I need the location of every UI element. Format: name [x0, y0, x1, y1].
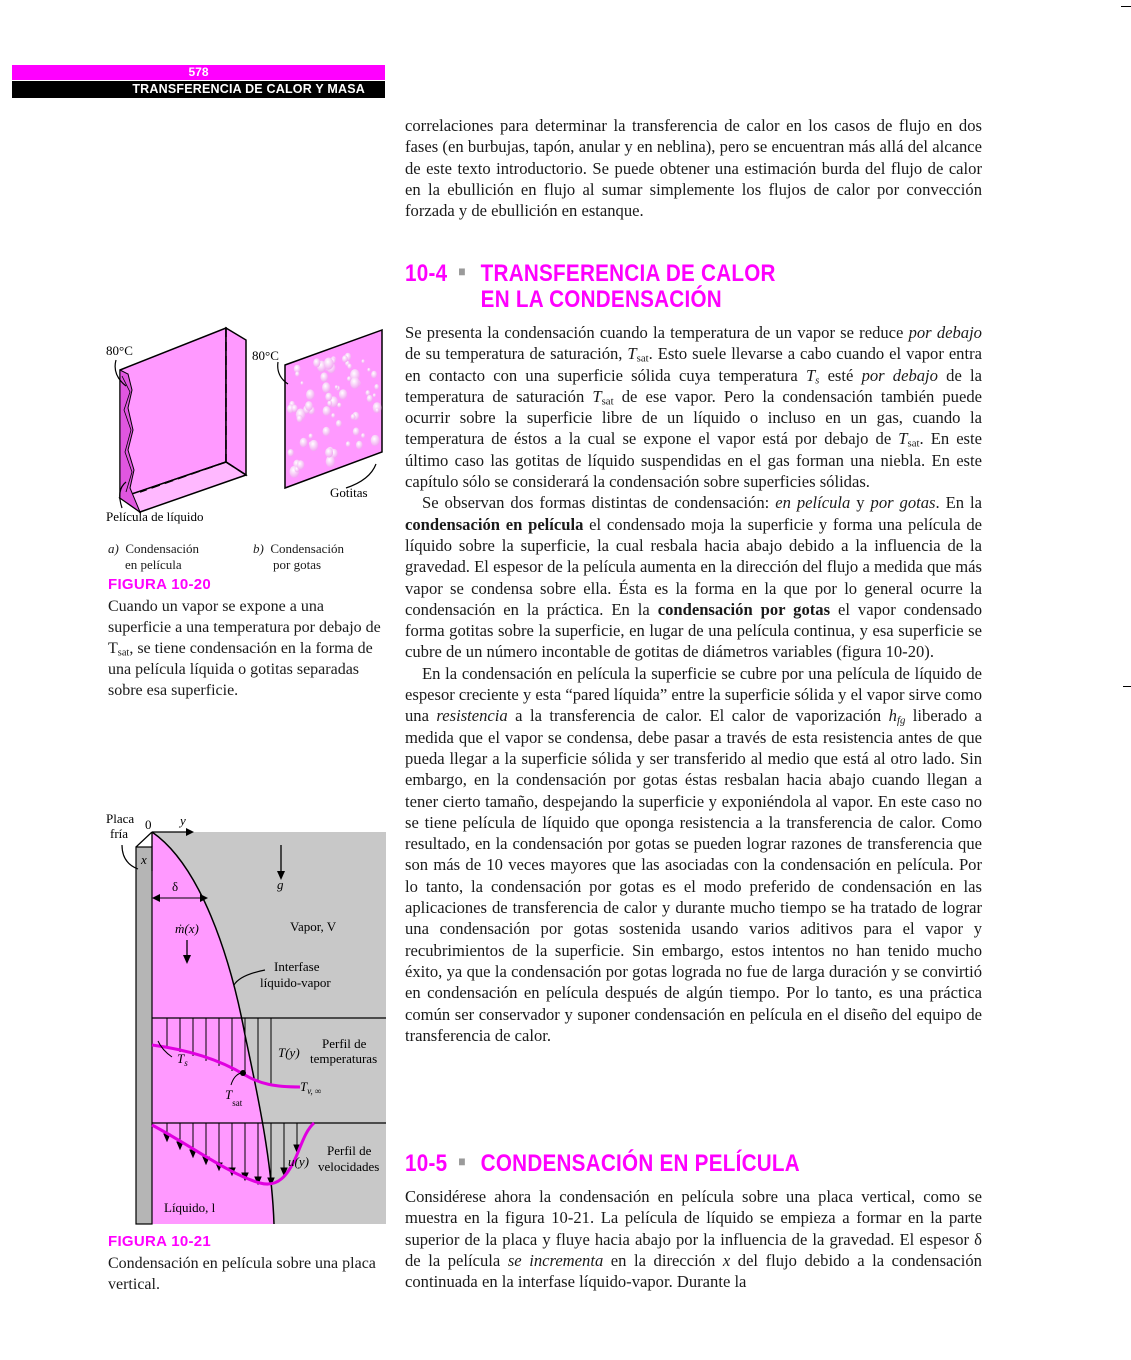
section-title-line1: TRANSFERENCIA DE CALOR [480, 260, 776, 287]
droplet [297, 460, 305, 470]
droplet [322, 382, 330, 393]
droplet [356, 441, 363, 450]
interface-label-line2: líquido-vapor [260, 975, 331, 990]
section-title-line2: EN LA CONDENSACIÓN [480, 286, 722, 313]
temp-profile-label-line2: temperaturas [310, 1051, 378, 1066]
mdot-label: ṁ(x) [175, 921, 199, 936]
running-title: TRANSFERENCIA DE CALOR Y MASA [12, 81, 385, 98]
droplet [301, 381, 304, 385]
vel-profile-label-line2: velocidades [318, 1159, 380, 1174]
section-title: CONDENSACIÓN EN PELÍCULA [480, 1150, 800, 1177]
x-axis-label: x [141, 852, 147, 867]
body-paragraph-1: Se presenta la condensación cuando la temperatura de un vapor se reduce por debajo de su temperatura de saturación, $T_{sat}$. Esto suele llevarse a cabo cuando el vapor entra en contacto con una superficie sólida cuya temperatura $T_s$ esté por debajo de la temperatura de saturación $T_{sat}$ de ese vapor. Pero la condensación también puede ocurrir sobre la superficie libre de un líquido o incluso en un gas, cuando la temperatura de éstos a la cual se expone el vapor está por debajo de $T_{sat}$. En este último caso las gotitas de líquido suspendidas en el gas forman una niebla. En este capítulo sólo se considerará la condensación sobre superficies sólidas. [405, 323, 982, 492]
delta-label: δ [172, 879, 179, 894]
film-condensation-plate [120, 328, 246, 512]
body-paragraph-2: Se observan dos formas distintas de condensación: en película y por gotas. En la condensación en película el condensado moja la superficie y forma una película de líquido sobre la superficie, la cual resbala hacia abajo debido a la influencia de la gravedad. El espesor de la película aumenta en la dirección del flujo a medida que más vapor se condensa sobre ella. Ésta es la forma en la que por lo general ocurre la condensación en la práctica. En la condensación por gotas el vapor condensado forma gotitas sobre la superficie, en lugar de una película continua, y esa superficie se cubre de un número incontable de gotitas de diámetros variables (figura 10-20). [405, 493, 983, 662]
droplet [339, 389, 347, 399]
droplet [374, 384, 379, 390]
tvinf-label: $T_{v, \infty}$ [300, 1079, 322, 1096]
droplet [323, 427, 331, 436]
droplet [371, 371, 377, 379]
dropwise-condensation-plate [285, 330, 382, 488]
droplet [309, 440, 318, 451]
droplet [373, 393, 376, 397]
plate-label-line2: fría [110, 826, 129, 841]
ty-label: T(y) [278, 1045, 300, 1060]
origin-label: 0 [145, 817, 152, 832]
y-axis-label: y [180, 813, 186, 828]
g-label: g [277, 877, 284, 892]
droplet [331, 413, 335, 418]
section-10-4-body [405, 322, 982, 1046]
liquid-label: Líquido, l [164, 1200, 216, 1215]
droplet [309, 434, 313, 439]
page-number: 578 [12, 65, 385, 80]
plate-label-line1: Placa [106, 811, 135, 826]
droplet [326, 456, 335, 468]
section-heading-10-4 [405, 258, 776, 313]
subcaption-b: b) Condensación por gotas [253, 541, 344, 572]
body-paragraph-10-5: Considérese ahora la condensación en película sobre una placa vertical, como se muestra en la figura 10-21. La película de líquido se empieza a formar en la parte superior de la placa y fluye hacia abajo por la influencia de la gravedad. El espesor δ de la película se incrementa en la dirección x del flujo debido a la condensación continuada en la interfase líquido-vapor. Durante la [405, 1187, 982, 1292]
droplet [320, 372, 328, 382]
figure-10-21-label: FIGURA 10-21 [108, 1233, 212, 1250]
droplet [362, 359, 365, 363]
temp-label-a: 80°C [106, 343, 133, 358]
figure-10-20-drawing [100, 320, 390, 540]
section-number: 10-4 [405, 260, 448, 287]
droplet [323, 406, 331, 416]
droplet [375, 408, 379, 413]
droplet [347, 364, 351, 370]
droplet [346, 441, 351, 447]
droplet [288, 449, 294, 457]
drops-label: Gotitas [330, 485, 368, 500]
ts-label: $T_s$ [177, 1051, 188, 1068]
vapor-label: Vapor, V [290, 919, 337, 934]
film-label: Película de líquido [106, 509, 204, 524]
droplet [295, 371, 299, 376]
droplet [325, 393, 332, 401]
figure-10-20-caption: Cuando un vapor se expone a una superficie a una temperatura por debajo de $T_{sat}$, se tiene condensación en la forma de una película líquida o gotitas separadas sobre esa superficie. [108, 598, 381, 699]
section-heading-10-5 [405, 1148, 800, 1177]
bullet-square-icon: ■ [458, 263, 466, 279]
interface-label-line1: Interfase [274, 959, 320, 974]
body-paragraph-3: En la condensación en película la superficie se cubre por una película de líquido de espesor creciente y esta “pared líquida” entre la superficie sólida y el vapor sirve como una resistencia a la transferencia de calor. El calor de vaporización $h_{fg}$ liberado a medida que el vapor se condensa, debe pasar a través de esta resistencia antes de que pueda llegar a la superficie sólida y ser transferido al medio que está al otro lado. Sin embargo, en la condensación por gotas éstas resbalan hacia abajo cuando llegan a tener cierto tamaño, despejando la superficie y exponiéndola al vapor. En este caso no se tiene película de líquido que oponga resistencia a la transferencia de calor. Como resultado, en la condensación por gotas se pueden lograr razones de transferencia que son más de 10 veces mayores que las asociadas con la condensación en película. Por lo tanto, la condensación por gotas es el modo preferido de condensación en las aplicaciones de transferencia de calor y durante mucho tiempo se ha tratado de lograr una condensación por gotas sostenida usando varios aditivos para el vapor y recubrimientos de la superficie. Sin embargo, estos intentos no han tenido mucho éxito, ya que la condensación por gotas lograda no fue de larga duración y se convirtió en condensación en película después de algún tiempo. Por lo tanto, es una práctica común ser conservador y suponer condensación en película en el diseño del equipo de transferencia de calor. [405, 663, 982, 1045]
subcaption-a: a) Condensación en película [108, 541, 199, 572]
temp-label-b: 80°C [252, 348, 279, 363]
droplet [353, 428, 360, 436]
droplet [305, 401, 313, 411]
section-10-5-body [405, 1186, 982, 1292]
droplet [336, 420, 342, 427]
droplet [335, 385, 338, 389]
droplet [327, 400, 332, 406]
droplet [313, 358, 320, 367]
droplet [292, 405, 298, 413]
figure-10-21-caption: Condensación en película sobre una placa vertical. [108, 1255, 376, 1293]
droplet [350, 377, 360, 389]
droplet [306, 389, 315, 400]
section-number: 10-5 [405, 1150, 448, 1177]
cold-plate [136, 847, 152, 1224]
crop-mark-top-right [1121, 6, 1131, 7]
figure-10-21-drawing [100, 805, 390, 1225]
droplet [342, 355, 348, 362]
droplet [297, 415, 303, 422]
intro-paragraph: correlaciones para determinar la transferencia de calor en los casos de flujo en dos fases (en burbujas, tapón, anular y en neblina), pero se encuentran más allá del alcance de este texto introductorio. Se puede obtener una estimación burda del flujo de calor en la ebullición en flujo al sumar simplemente los flujos de calor por convección forzada y de ebullición en estanque. [405, 116, 982, 221]
vel-profile-label-line1: Perfil de [327, 1143, 372, 1158]
tsat-label: $T_{sat}$ [225, 1087, 243, 1108]
droplet [325, 448, 333, 458]
droplet [367, 368, 370, 372]
droplet [367, 395, 373, 402]
uy-label: u(y) [288, 1154, 309, 1169]
droplet [300, 438, 308, 448]
temp-profile-label-line1: Perfil de [322, 1036, 367, 1051]
droplet [361, 433, 365, 438]
figure-10-20-label: FIGURA 10-20 [108, 576, 212, 593]
crop-mark-right [1123, 686, 1131, 687]
bullet-square-icon: ■ [458, 1153, 466, 1169]
droplet [351, 414, 356, 420]
droplet [324, 358, 334, 370]
droplet [371, 435, 380, 446]
